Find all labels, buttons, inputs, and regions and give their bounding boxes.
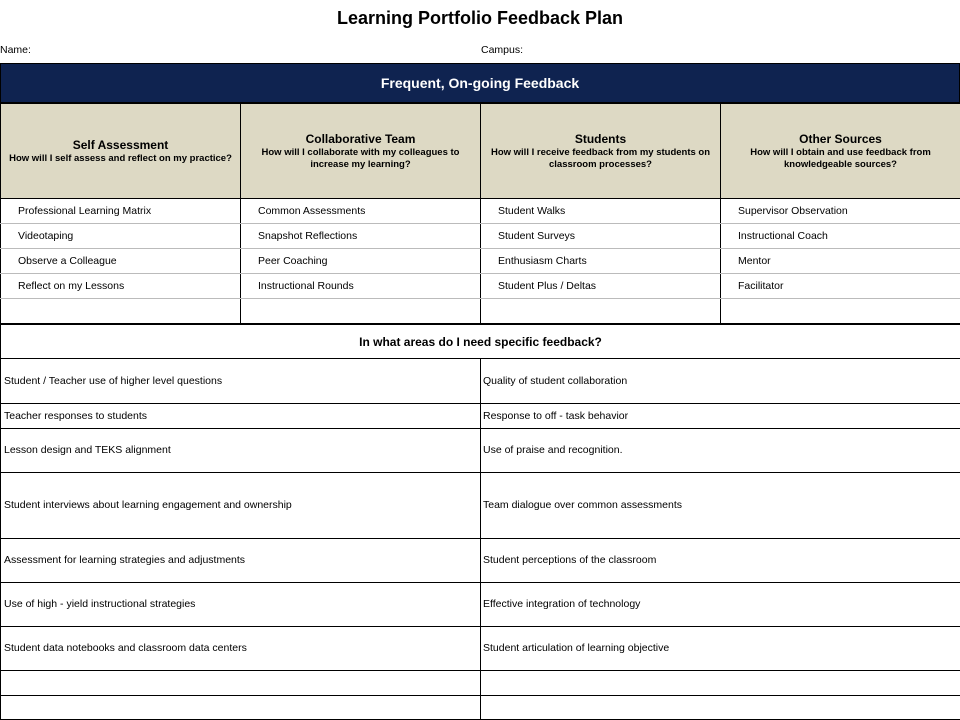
source-cell: Enthusiasm Charts: [481, 249, 721, 274]
area-cell-right: Response to off - task behavior: [481, 404, 960, 429]
source-cell: Reflect on my Lessons: [1, 274, 241, 299]
source-cell: [241, 299, 481, 324]
area-row: [1, 359, 960, 404]
area-cell-right: Student articulation of learning objective: [481, 627, 960, 671]
column-question: How will I obtain and use feedback from knowledgeable sources?: [750, 146, 931, 170]
campus-label: Campus:: [481, 44, 524, 56]
source-cell: [481, 299, 721, 324]
area-cell-right: [481, 671, 960, 696]
source-cell: Student Surveys: [481, 224, 721, 249]
column-header-students: [481, 104, 721, 199]
source-cell: Supervisor Observation: [721, 199, 960, 224]
source-cell: Facilitator: [721, 274, 960, 299]
area-cell-right: Student perceptions of the classroom: [481, 539, 960, 583]
source-row: [1, 274, 960, 299]
source-row-empty: [1, 299, 960, 324]
area-row: [1, 429, 960, 473]
area-cell-left: Teacher responses to students: [1, 404, 481, 429]
name-label: Name:: [0, 44, 31, 56]
area-cell-left: Use of high - yield instructional strategies: [1, 583, 481, 627]
area-row: [1, 473, 960, 539]
areas-heading-row: [1, 325, 960, 359]
area-cell-right: [481, 696, 960, 720]
banner-frequent-feedback: Frequent, On-going Feedback: [0, 63, 960, 103]
source-cell: [721, 299, 960, 324]
feedback-plan-sheet: [0, 63, 960, 720]
area-cell-right: Quality of student collaboration: [481, 359, 960, 404]
column-title: Collaborative Team: [305, 131, 416, 146]
area-cell-left: Assessment for learning strategies and adjustments: [1, 539, 481, 583]
column-question: How will I receive feedback from my students on classroom processes?: [490, 146, 711, 170]
feedback-sources-table: [0, 103, 960, 324]
column-header-row: [1, 104, 960, 199]
area-row-empty: [1, 671, 960, 696]
source-row: [1, 224, 960, 249]
source-cell: Professional Learning Matrix: [1, 199, 241, 224]
source-cell: Student Walks: [481, 199, 721, 224]
area-cell-right: Use of praise and recognition.: [481, 429, 960, 473]
source-cell: Peer Coaching: [241, 249, 481, 274]
area-row: [1, 539, 960, 583]
column-title: Self Assessment: [72, 137, 169, 152]
source-cell: Videotaping: [1, 224, 241, 249]
column-title: Students: [574, 131, 627, 146]
area-row: [1, 627, 960, 671]
source-cell: Student Plus / Deltas: [481, 274, 721, 299]
source-cell: Common Assessments: [241, 199, 481, 224]
column-title: Other Sources: [799, 131, 882, 146]
area-cell-right: Team dialogue over common assessments: [481, 473, 960, 539]
area-cell-left: [1, 671, 481, 696]
areas-heading: In what areas do I need specific feedback?: [1, 325, 960, 359]
source-row: [1, 199, 960, 224]
area-cell-left: Lesson design and TEKS alignment: [1, 429, 481, 473]
area-cell-left: Student data notebooks and classroom data centers: [1, 627, 481, 671]
area-cell-left: [1, 696, 481, 720]
column-header-collaborative-team: [241, 104, 481, 199]
area-row: [1, 404, 960, 429]
area-cell-left: Student / Teacher use of higher level questions: [1, 359, 481, 404]
column-header-self-assessment: [1, 104, 241, 199]
column-header-other-sources: [721, 104, 960, 199]
page-title: Learning Portfolio Feedback Plan: [336, 8, 624, 28]
area-cell-right: Effective integration of technology: [481, 583, 960, 627]
feedback-areas-table: [0, 324, 960, 720]
source-cell: Observe a Colleague: [1, 249, 241, 274]
column-question: How will I collaborate with my colleagues to increase my learning?: [261, 146, 460, 170]
source-cell: Instructional Rounds: [241, 274, 481, 299]
source-cell: Snapshot Reflections: [241, 224, 481, 249]
source-row: [1, 249, 960, 274]
source-cell: Instructional Coach: [721, 224, 960, 249]
area-row: [1, 583, 960, 627]
source-cell: [1, 299, 241, 324]
source-cell: Mentor: [721, 249, 960, 274]
column-question: How will I self assess and reflect on my practice?: [9, 152, 232, 164]
area-row-empty: [1, 696, 960, 720]
area-cell-left: Student interviews about learning engagement and ownership: [1, 473, 481, 539]
